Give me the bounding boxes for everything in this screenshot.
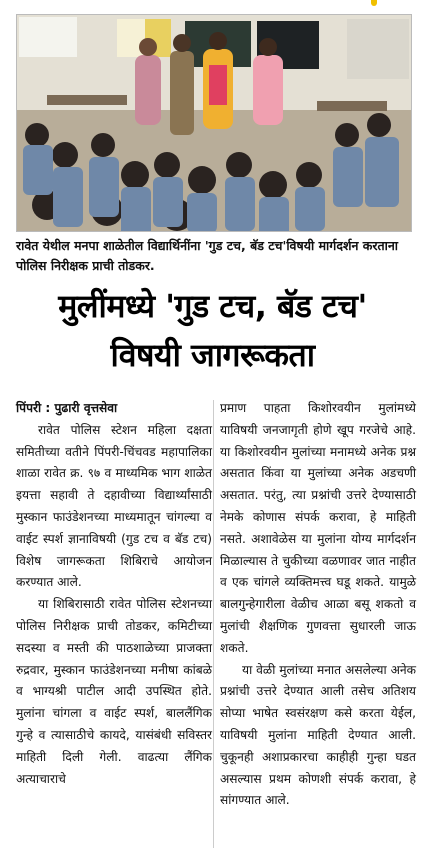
paragraph: या शिबिरासाठी रावेत पोलिस स्टेशनच्या पोलिस निरीक्षक प्राची तोडकर, कमिटीच्या सदस्या व मस्ती की पाठशाळेच्या प्राजक्ता रुद्रवार, मुस्कान फाउंडेशनच्या मनीषा कांबळे व भाग्यश्री पाटील आदी उपस्थित होते. मुलांना चांगला व वाईट स्पर्श, बाललैंगिक गुन्हे व त्यासाठीचे कायदे, यासंबंधी सविस्तर माहिती दिली गेली. वाढत्या लैंगिक अत्याचाराचे [16,597,212,786]
headline [0,281,425,379]
paragraph: रावेत पोलिस स्टेशन महिला दक्षता समितीच्या वतीने पिंपरी-चिंचवड महापालिका शाळा रावेत क्र. ९७ व माध्यमिक भाग शाळेत इयत्ता सहावी ते दहावीच्या विद्यार्थ्यांसाठी मुस्कान फाउंडेशनच्या माध्यमातून चांगल्या व वाईट स्पर्श ज्ञानाविषयी (गुड टच व बॅड टच) विशेष जागरूकता शिबिराचे आयोजन करण्यात आले. [16,422,212,590]
article-column-right [220,398,416,812]
decorative-dot [371,0,377,6]
headline-line-1: मुलींमध्ये 'गुड टच, बॅड टच' [58,287,367,325]
news-photo [16,14,412,232]
column-divider [213,400,214,848]
paragraph: प्रमाण पाहता किशोरवयीन मुलांमध्ये याविषयी जनजागृती होणे खूप गरजेचे आहे. या किशोरवयीन मुलांच्या मनामध्ये अनेक प्रश्न असतात किंवा या मुलांच्या अनेक अडचणी असतात. परंतु, त्या प्रश्नांची उत्तरे देण्यासाठी नेमके कोणास संपर्क करावा, हे माहिती नसते. अशावेळेस या मुलांना योग्य मार्गदर्शन मिळाल्यास ते चुकीच्या वळणावर जात नाहीत व एक चांगले व्यक्तिमत्त्व घडू शकते. यामुळे बालगुन्हेगारीला वेळीच आळा बसू शकतो व मुलांची शैक्षणिक गुणवत्ता सुधारली जाऊ शकते. [220,401,416,655]
headline-line-2: विषयी जागरूकता [110,336,315,374]
article-column-left [16,398,212,790]
photo-caption: रावेत येथील मनपा शाळेतील विद्यार्थिनींना 'गुड टच, बॅड टच'विषयी मार्गदर्शन करताना पोलिस निरीक्षक प्राची तोडकर. [16,238,398,273]
previous-article-strip [0,0,425,14]
paragraph: या वेळी मुलांच्या मनात असलेल्या अनेक प्रश्नांची उत्तरे देण्यात आली तसेच अतिशय सोप्या भाषेत स्वसंरक्षण कसे करता येईल, याविषयी मुलांना माहिती देण्यात आली. चुकूनही अशाप्रकारचा काहीही गुन्हा घडत असल्यास प्रथम कोणशी संपर्क करावा, हे सांगण्यात आले. [220,662,416,808]
byline: पिंपरी : पुढारी वृत्तसेवा [16,401,118,415]
classroom-photo-icon [17,15,411,231]
